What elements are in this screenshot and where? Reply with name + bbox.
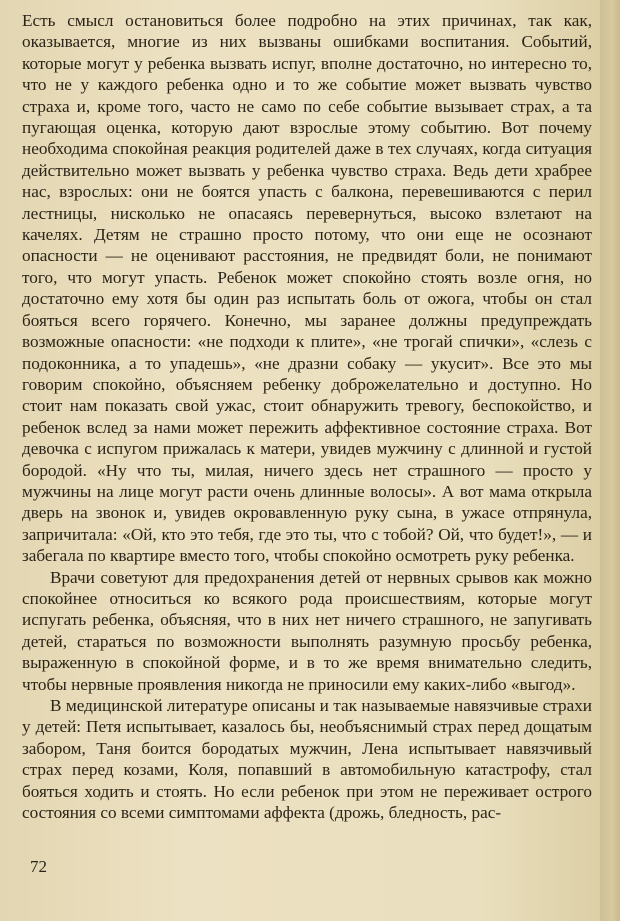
paragraph-3: В медицинской литературе описаны и так называемые навязчивые страхи у детей: Петя испытывает, казалось бы, необъяснимый страх перед дощатым забором, Таня боится бородатых мужчин, Лена испытывает навязчивый страх перед козами, Коля, попавший в автомобильную катастрофу, стал бояться ходить и стоять. Но если ребенок при этом не переживает острого состояния со всеми симптомами аффекта (дрожь, бледность, рас- — [22, 696, 592, 823]
page-number: 72 — [30, 857, 47, 876]
book-gutter — [600, 0, 620, 921]
body-text — [22, 10, 592, 823]
paragraph-2: Врачи советуют для предохранения детей от нервных срывов как можно спокойнее относиться ко всякого рода происшествиям, которые могут испугать ребенка, объясняя, что в них нет ничего страшного, не запугивать детей, стараться по возможности выполнять разумную просьбу ребенка, выраженную в спокойной форме, и в то же время внимательно следить, чтобы нервные проявления никогда не приносили ему каких-либо «выгод». — [22, 567, 592, 694]
paragraph-1: Есть смысл остановиться более подробно на этих причинах, так как, оказывается, многие из них вызваны ошибками воспитания. Событий, которые могут у ребенка вызвать испуг, вполне достаточно, но интересно то, что не у каждого ребенка одно и то же событие может вызвать чувство страха и, кроме того, часто не само по себе событие вызывает страх, а та пугающая оценка, которую дают взрослые этому событию. Вот почему необходима спокойная реакция родителей даже в тех случаях, когда ситуация действительно может вызвать у ребенка чувство страха. Ведь дети храбрее нас, взрослых: они не боятся упасть с балкона, перевешиваются с перил лестницы, нисколько не опасаясь перевернуться, высоко взлетают на качелях. Детям не страшно просто потому, что они еще не осознают опасности — не оценивают расстояния, не предвидят боли, не понимают того, что могут упасть. Ребенок может спокойно стоять возле огня, но достаточно ему хотя бы один раз испытать боль от ожога, чтобы он стал бояться всего горячего. Конечно, мы заранее должны предупреждать возможные опасности: «не подходи к плите», «не трогай спички», «слезь с подоконника, а то упадешь», «не дразни собаку — укусит». Все это мы говорим спокойно, объясняем ребенку доброжелательно и доступно. Но стоит нам показать свой ужас, стоит обнаружить тревогу, беспокойство, и ребенок вслед за нами может пережить аффективное состояние страха. Вот девочка с испугом прижалась к матери, увидев мужчину с длинной и густой бородой. «Ну что ты, милая, ничего здесь нет страшного — просто у мужчины на лице могут расти очень длинные волосы». А вот мама открыла дверь на звонок и, увидев окровавленную руку сына, в ужасе отпрянула, запричитала: «Ой, кто это тебя, где это ты, что с тобой? Ой, что будет!», — и забегала по квартире вместо того, чтобы спокойно осмотреть руку ребенка. — [22, 11, 592, 566]
